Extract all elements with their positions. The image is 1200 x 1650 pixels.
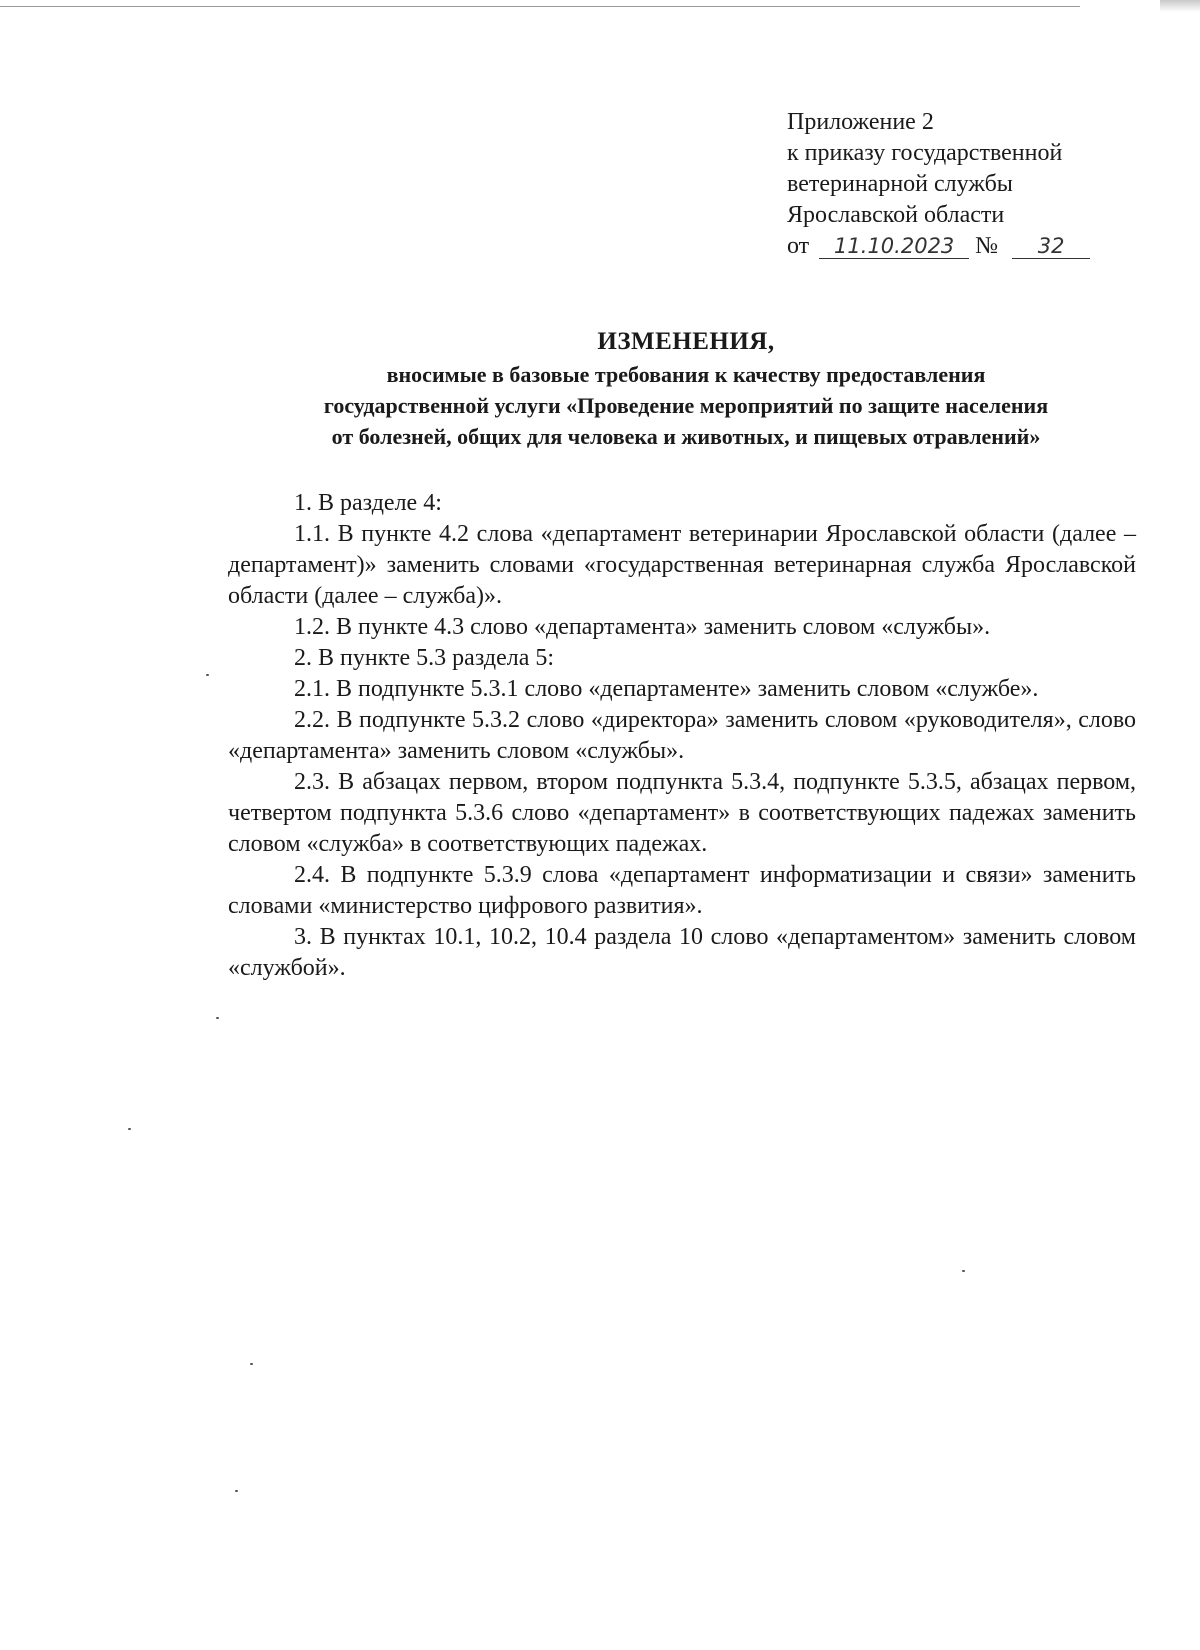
paragraph: 1. В разделе 4: — [294, 490, 442, 516]
attachment-line: к приказу государственной — [787, 140, 1063, 166]
title-subline: вносимые в базовые требования к качеству предоставления — [386, 362, 986, 387]
attachment-line: ветеринарной службы — [787, 171, 1013, 197]
paragraph: 2.2. В подпункте 5.3.2 слово «директора» заменить словом «руководителя», слово «департамента» заменить словом «службы». — [228, 707, 1136, 764]
number-prefix: № — [975, 233, 999, 259]
attachment-block — [787, 107, 1147, 262]
scan-speck — [216, 1017, 219, 1019]
title-subline: государственной услуги «Проведение мероприятий по защите населения — [323, 393, 1049, 418]
scan-corner-mark — [1160, 0, 1200, 12]
scan-speck — [206, 674, 209, 676]
handwritten-number: 32 — [1012, 234, 1090, 259]
scan-speck — [250, 1363, 253, 1365]
scan-speck — [962, 1270, 965, 1272]
paragraph: 1.2. В пункте 4.3 слово «департамента» заменить словом «службы». — [294, 614, 991, 640]
scan-speck — [128, 1128, 131, 1130]
paragraph: 2. В пункте 5.3 раздела 5: — [294, 645, 555, 671]
date-prefix: от — [787, 233, 810, 259]
paragraph: 3. В пунктах 10.1, 10.2, 10.4 раздела 10 слово «департаментом» заменить словом «службой». — [228, 924, 1136, 981]
paragraph: 2.4. В подпункте 5.3.9 слова «департамент информатизации и связи» заменить словами «министерство цифрового развития». — [228, 862, 1136, 919]
document-body — [228, 488, 1136, 984]
scan-speck — [235, 1490, 238, 1492]
attachment-line: Приложение 2 — [787, 109, 934, 135]
attachment-date-line — [787, 231, 1147, 262]
document-title: ИЗМЕНЕНИЯ, — [597, 328, 775, 355]
attachment-line: Ярославской области — [787, 202, 1005, 228]
document-title-block — [228, 325, 1144, 452]
scan-edge-line — [0, 6, 1080, 7]
paragraph: 2.1. В подпункте 5.3.1 слово «департаменте» заменить словом «службе». — [294, 676, 1039, 702]
paragraph: 1.1. В пункте 4.2 слова «департамент ветеринарии Ярославской области (далее – департамент)» заменить словами «государственная ветеринарная служба Ярославской области (далее – служба)». — [228, 521, 1136, 609]
paragraph: 2.3. В абзацах первом, втором подпункта 5.3.4, подпункте 5.3.5, абзацах первом, четвертом подпункта 5.3.6 слово «департамент» в соответствующих падежах заменить словом «служба» в соответствующих падежах. — [228, 769, 1136, 857]
title-subline: от болезней, общих для человека и животных, и пищевых отравлений» — [331, 424, 1041, 449]
handwritten-date: 11.10.2023 — [819, 234, 969, 259]
